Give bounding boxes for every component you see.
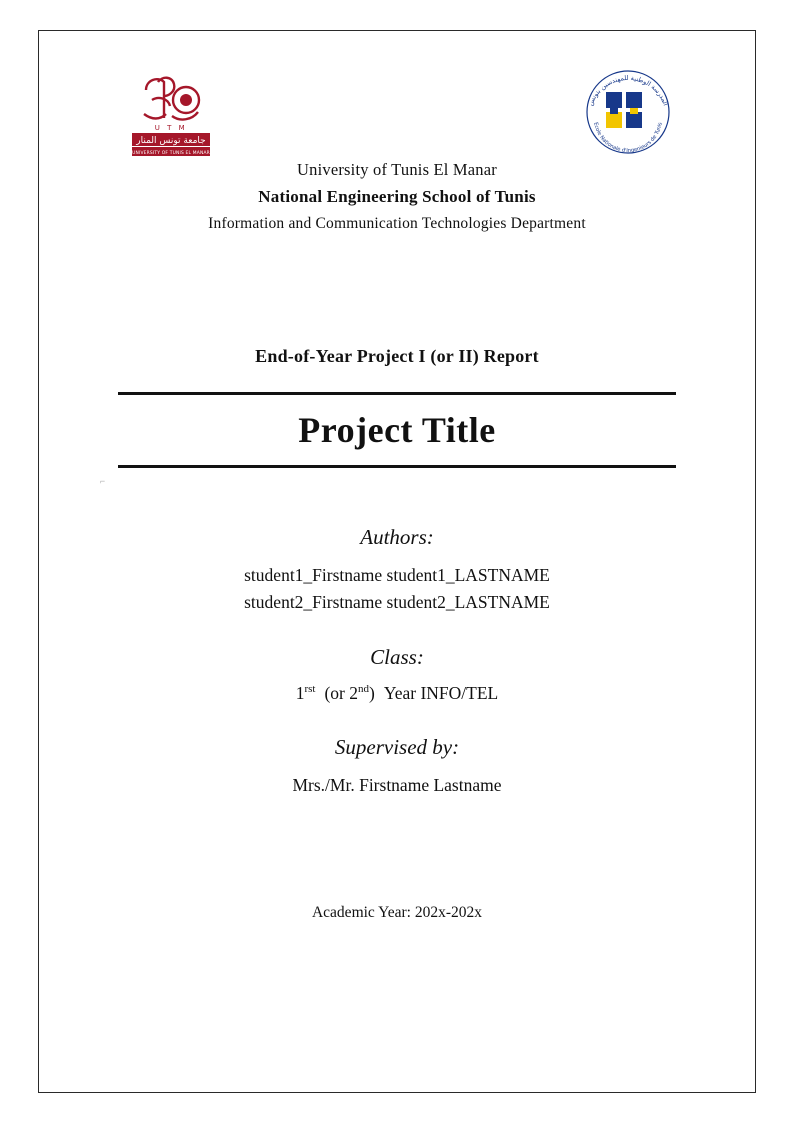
class-ordinal-first-suffix: rst [304, 683, 316, 696]
margin-mark: ⌐ [100, 476, 106, 486]
class-ordinal-second-suffix: nd [358, 683, 370, 696]
class-middle: (or 2 [324, 683, 359, 703]
class-section [38, 642, 756, 707]
supervisor-section [38, 732, 756, 799]
school-name: National Engineering School of Tunis [258, 187, 536, 206]
class-heading: Class: [370, 645, 424, 669]
institution-header [38, 156, 756, 237]
class-ordinal-first: 1 [295, 683, 305, 703]
authors-heading: Authors: [360, 525, 434, 549]
supervisor-name: Mrs./Mr. Firstname Lastname [292, 775, 502, 795]
report-type: End-of-Year Project I (or II) Report [255, 346, 539, 366]
supervisor-heading: Supervised by: [334, 735, 460, 759]
academic-year: Academic Year: 202x-202x [311, 904, 483, 921]
authors-section [38, 522, 756, 616]
utm-logo [128, 70, 214, 158]
university-name: University of Tunis El Manar [297, 160, 497, 179]
svg-text:المدرسة الوطنية للمهندسين بتون: المدرسة الوطنية للمهندسين بتونس [586, 73, 670, 107]
department-name: Information and Communication Technologies Department [208, 215, 586, 232]
svg-text:U T M: U T M [154, 124, 188, 132]
page-title: Project Title [298, 410, 496, 450]
title-section [118, 392, 676, 468]
class-program: Year INFO/TEL [383, 683, 499, 703]
class-tail: ) [369, 683, 375, 703]
page-content [38, 30, 756, 1093]
svg-text:جامعة تونس المنار: جامعة تونس المنار [136, 136, 206, 146]
svg-text:UNIVERSITY OF TUNIS EL MANAR: UNIVERSITY OF TUNIS EL MANAR [132, 151, 210, 156]
class-value [38, 680, 756, 707]
title-rule-bottom [118, 465, 676, 468]
author-name: student2_Firstname student2_LASTNAME [244, 592, 550, 612]
enit-logo [578, 62, 678, 164]
svg-text:Ecole Nationale d'Ingenieurs d: Ecole Nationale d'Ingenieurs de Tunis [592, 121, 664, 155]
author-name: student1_Firstname student1_LASTNAME [244, 565, 550, 585]
